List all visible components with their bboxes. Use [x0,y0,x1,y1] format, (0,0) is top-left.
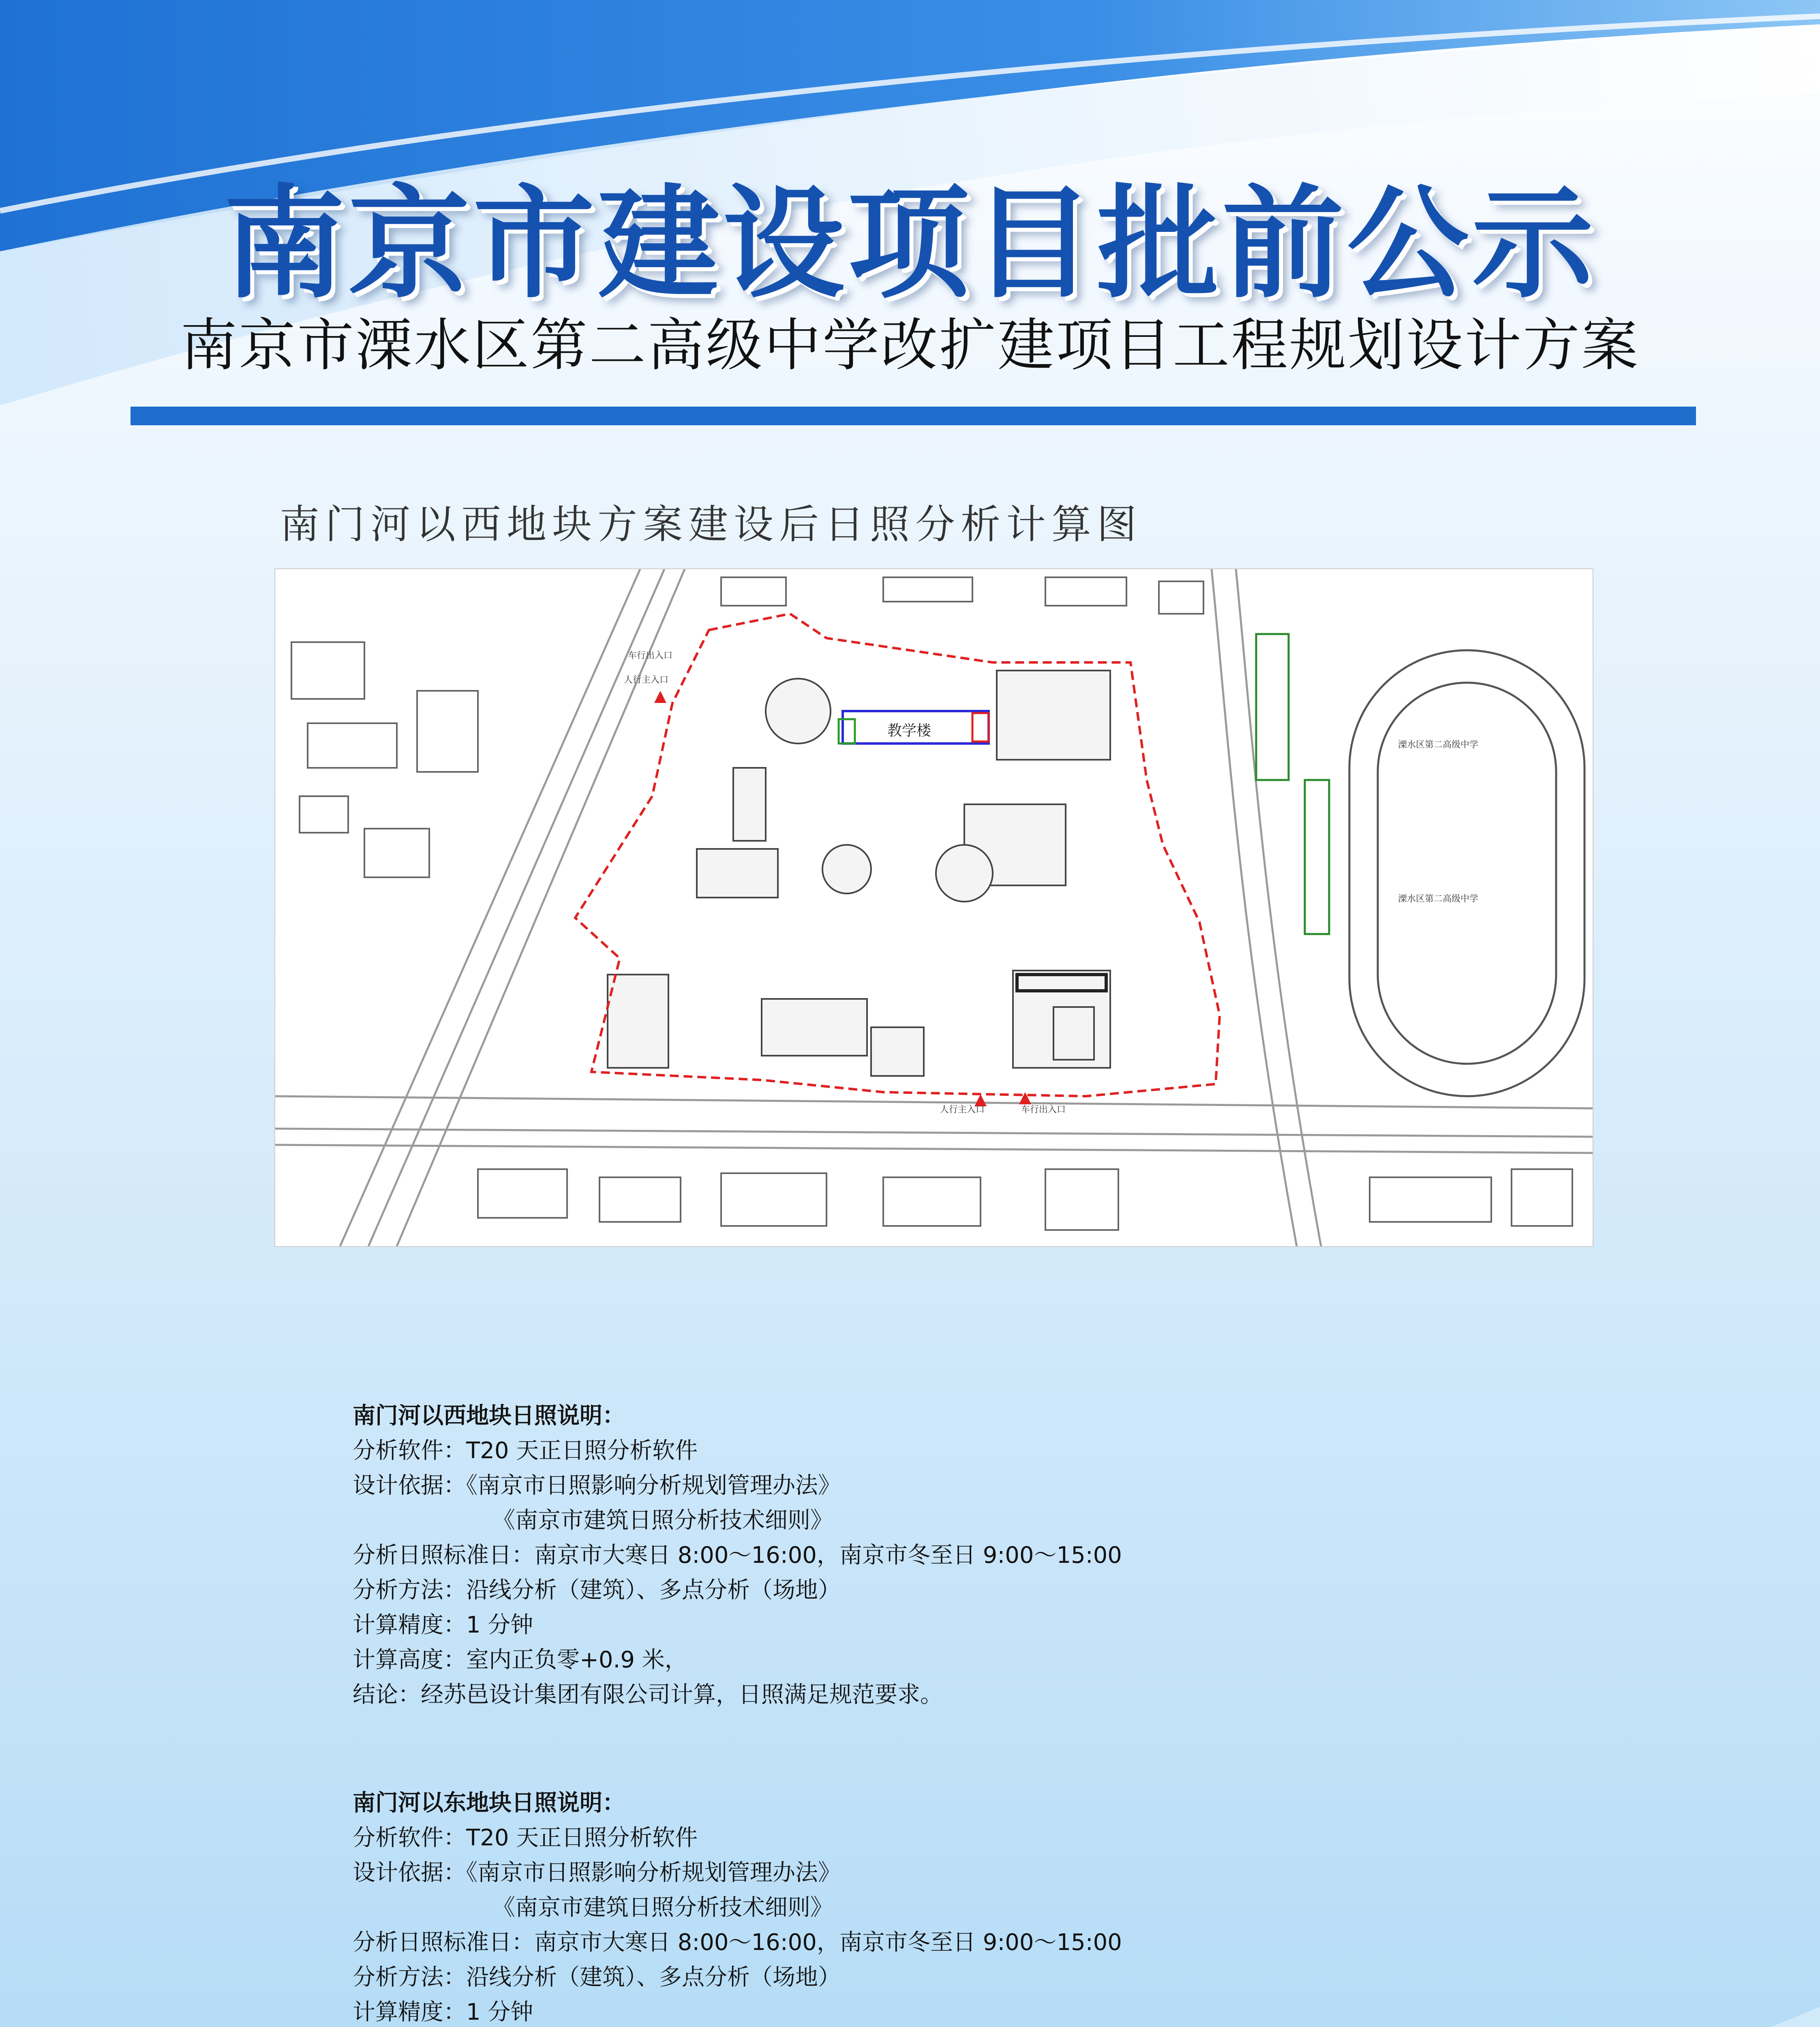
notes-heading: 南门河以东地块日照说明： [353,1790,625,1816]
notes-method: 分析方法：沿线分析（建筑）、多点分析（场地） [353,1964,841,1991]
map-caption: 南门河以西地块方案建设后日照分析计算图 [280,501,1143,548]
notes-basis: 设计依据：《南京市日照影响分析规划管理办法》 [353,1472,841,1499]
notes-method: 分析方法：沿线分析（建筑）、多点分析（场地） [353,1577,841,1603]
notes-standard-day: 分析日照标准日：南京市大寒日 8:00～16:00，南京市冬至日 9:00～15:00 [353,1542,1122,1568]
page-title: 南京市建设项目批前公示 [223,171,1597,315]
notes-precision: 计算精度：1 分钟 [353,1612,533,1638]
notes-basis: 设计依据：《南京市日照影响分析规划管理办法》 [353,1860,841,1886]
notes-basis: 《南京市建筑日照分析技术细则》 [492,1894,833,1921]
notes-precision: 计算精度：1 分钟 [353,1999,533,2025]
site-plan-map [274,568,1593,1247]
pedestrian-entrance-label: 人行主入口 [940,1105,985,1115]
notes-basis: 《南京市建筑日照分析技术细则》 [492,1507,833,1534]
pedestrian-entrance-label: 人行主入口 [624,675,669,685]
project-subtitle: 南京市溧水区第二高级中学改扩建项目工程规划设计方案 [180,313,1640,379]
notes-software: 分析软件：T20 天正日照分析软件 [353,1438,698,1464]
vehicle-entrance-label: 车行出入口 [628,651,673,661]
notes-conclusion: 结论：经苏邑设计集团有限公司计算，日照满足规范要求。 [353,1682,943,1708]
school-name-label: 溧水区第二高级中学 [1398,740,1479,750]
header-divider [131,407,1696,425]
east-sunlight-notes [353,1786,1528,2027]
teaching-building-label: 教学楼 [887,722,931,739]
notes-software: 分析软件：T20 天正日照分析软件 [353,1825,698,1851]
site-plan-drawing [275,569,1593,1246]
notes-standard-day: 分析日照标准日：南京市大寒日 8:00～16:00，南京市冬至日 9:00～15:00 [353,1929,1122,1956]
vehicle-entrance-label: 车行出入口 [1021,1105,1066,1115]
school-name-label: 溧水区第二高级中学 [1398,894,1479,904]
west-sunlight-notes [353,1399,1528,1712]
notes-heading: 南门河以西地块日照说明： [353,1403,625,1429]
notes-height: 计算高度：室内正负零+0.9 米， [353,1647,687,1673]
